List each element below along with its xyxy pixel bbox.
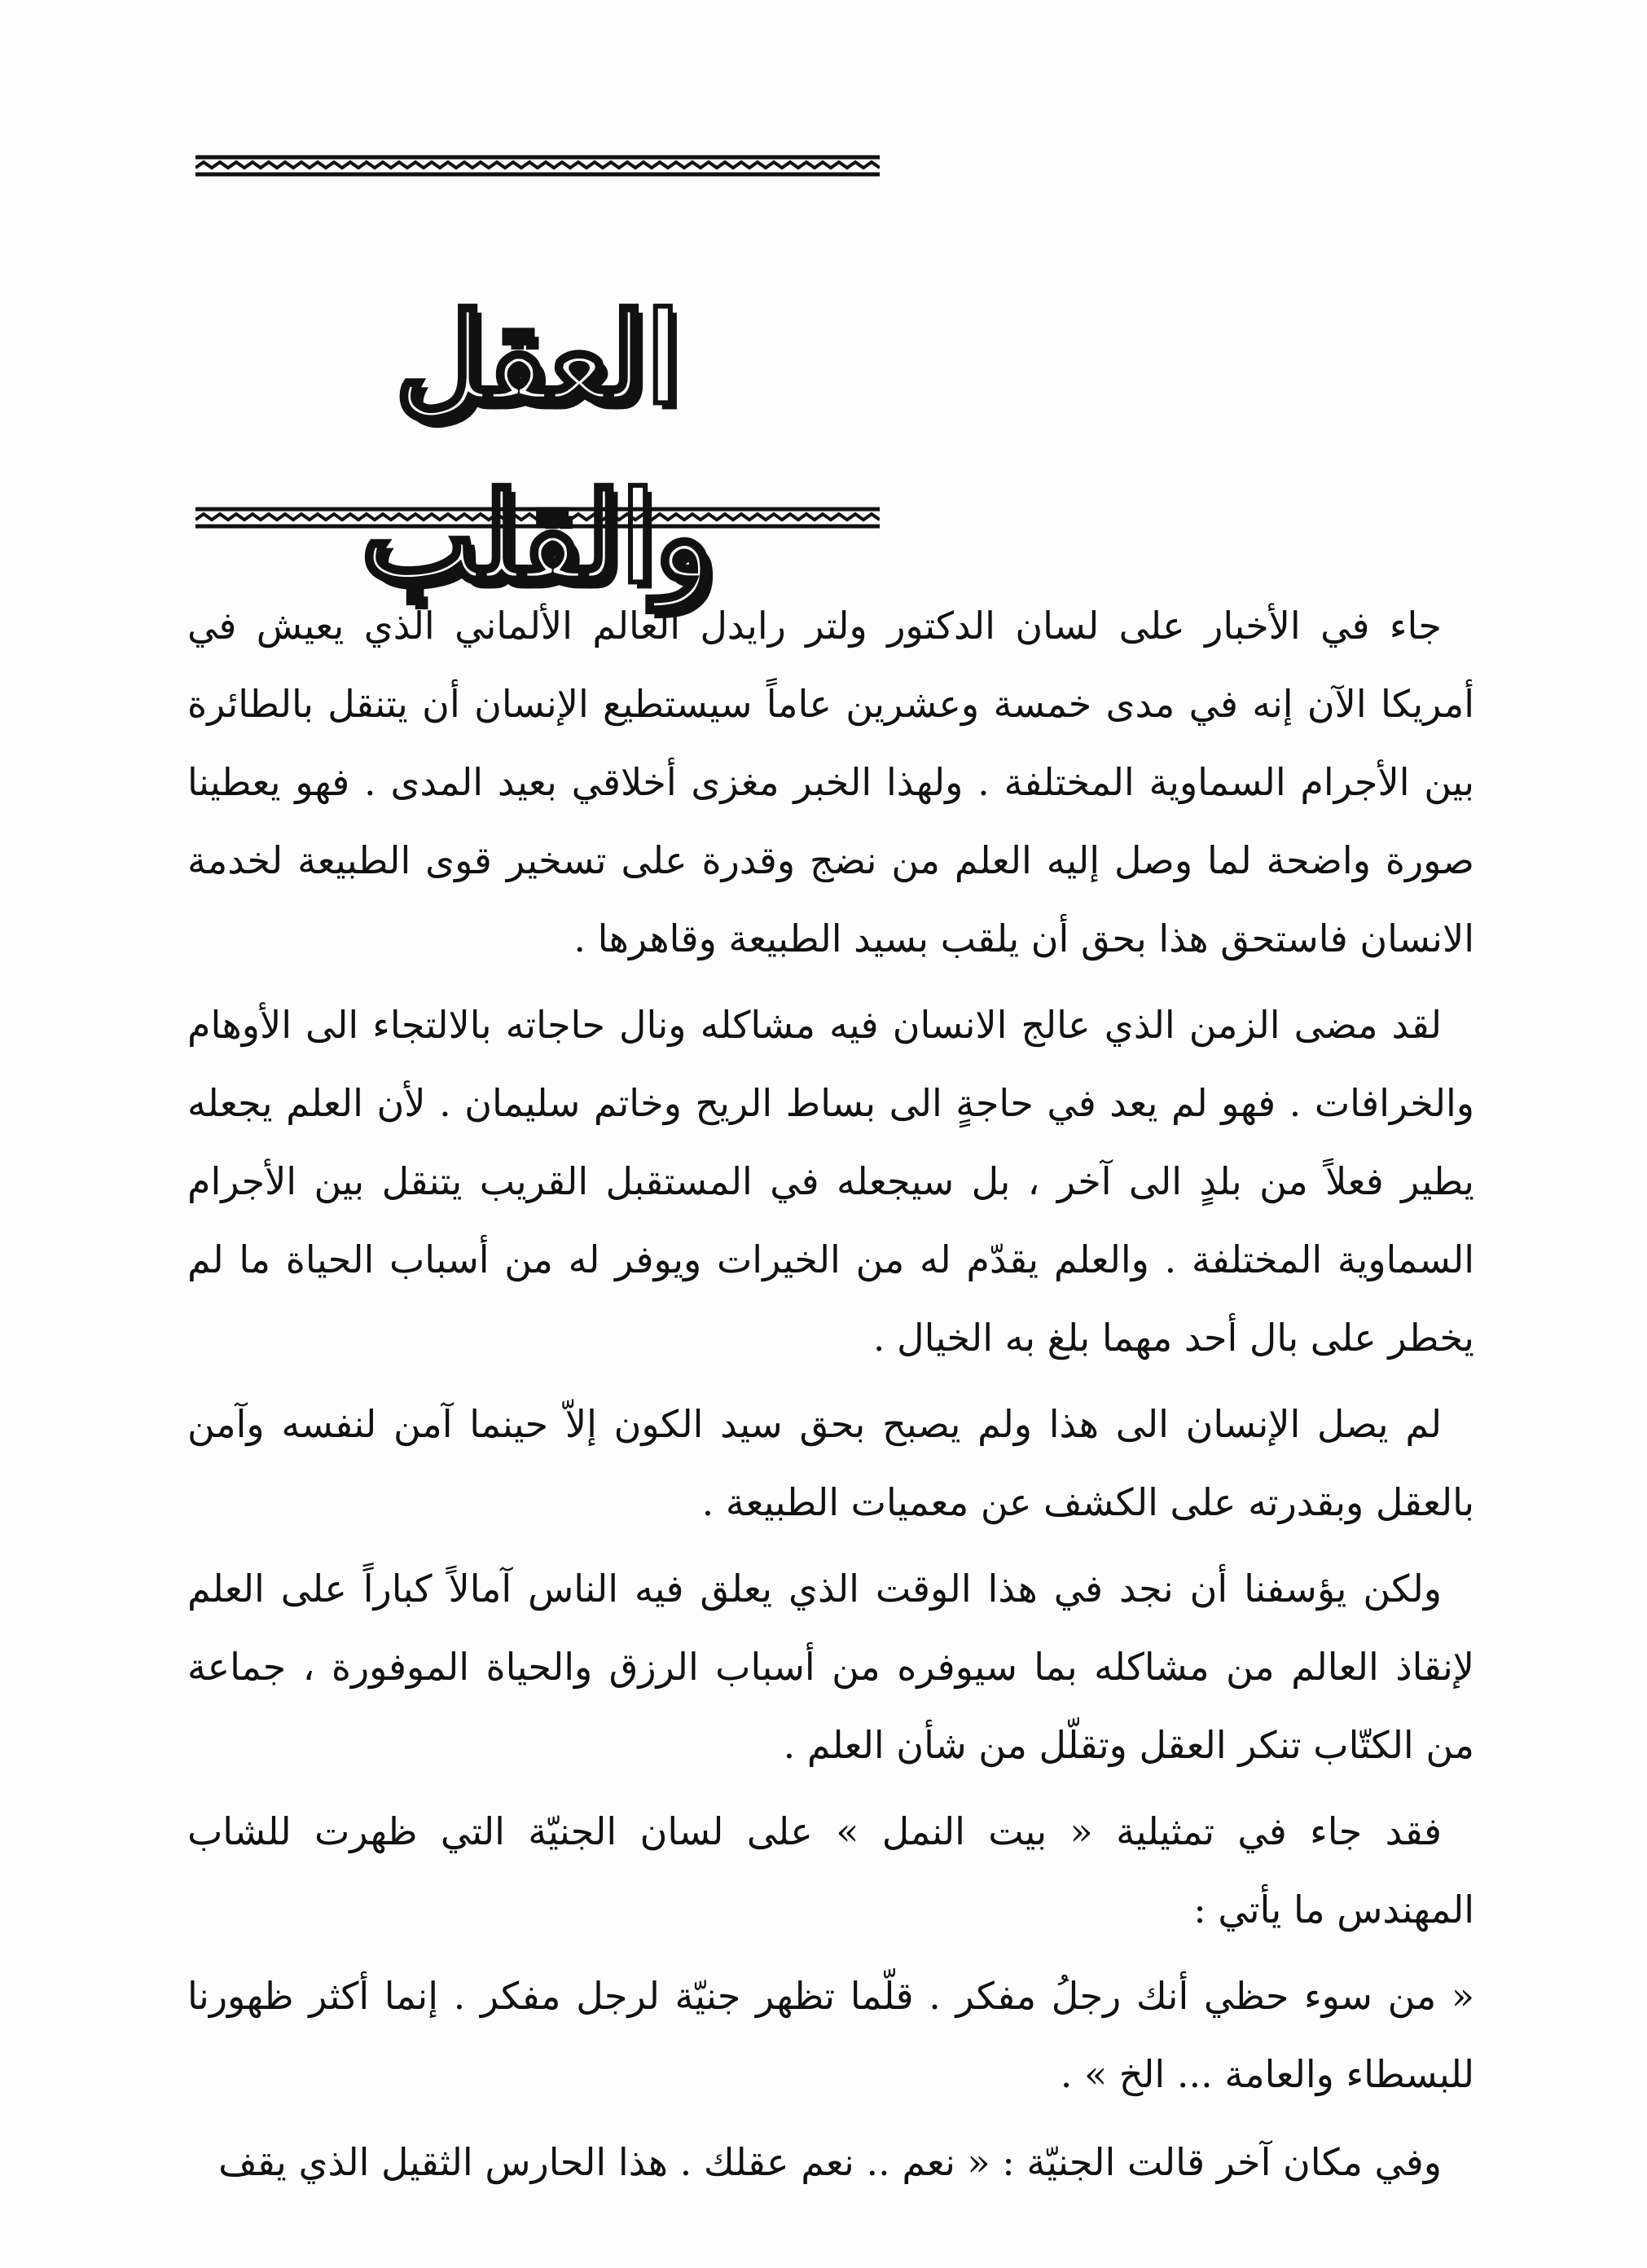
top-ornament-divider [195,155,880,178]
paragraph-1: جاء في الأخبار على لسان الدكتور ولتر رايدل العالم الألماني الذي يعيش في أمريكا الآن إنه في مدى خمسة وعشرين عاماً سيستطيع الإنسان أن يتنقل بالطائرة بين الأجرام السماوية المختلفة . ولهذا الخبر مغزى أخلاقي بعيد المدى . فهو يعطينا صورة واضحة لما وصل إليه العلم من نضج وقدرة على تسخير قوى الطبيعة لخدمة الانسان فاستحق هذا بحق أن يلقب بسيد الطبيعة وقاهرها . [187,604,1474,960]
quotation-1: « من سوء حظي أنك رجلُ مفكر . قلّما تظهر جنيّة لرجل مفكر . إنما أكثر ظهورنا للبسطاء والعامة ... الخ » . [187,1974,1474,2096]
paragraph-3: لم يصل الإنسان الى هذا ولم يصبح بحق سيد الكون إلاّ حينما آمن لنفسه وآمن بالعقل وبقدرته على الكشف عن معميات الطبيعة . [187,1402,1474,1524]
chapter-title: العقل والقلب [361,287,714,609]
paragraph-last: وفي مكان آخر قالت الجنيّة : « نعم .. نعم عقلك . هذا الحارس الثقيل الذي يقف [218,2140,1442,2184]
bottom-ornament-divider [195,507,880,530]
article-body [187,587,1474,2209]
paragraph-5: فقد جاء في تمثيلية « بيت النمل » على لسان الجنيّة التي ظهرت للشاب المهندس ما يأتي : [187,1809,1474,1932]
paragraph-2: لقد مضى الزمن الذي عالج الانسان فيه مشاكله ونال حاجاته بالالتجاء الى الأوهام والخرافات . فهو لم يعد في حاجةٍ الى بساط الريح وخاتم سليمان . لأن العلم يجعله يطير فعلاً من بلدٍ الى آخر ، بل سيجعله في المستقبل القريب يتنقل بين الأجرام السماوية المختلفة . والعلم يقدّم له من الخيرات ويوفر له من أسباب الحياة ما لم يخطر على بال أحد مهما بلغ به الخيال . [187,1003,1474,1360]
paragraph-4: ولكن يؤسفنا أن نجد في هذا الوقت الذي يعلق فيه الناس آمالاً كباراً على العلم لإنقاذ العالم من مشاكله بما سيوفره من أسباب الرزق والحياة الموفورة ، جماعة من الكتّاب تنكر العقل وتقلّل من شأن العلم . [187,1567,1474,1767]
